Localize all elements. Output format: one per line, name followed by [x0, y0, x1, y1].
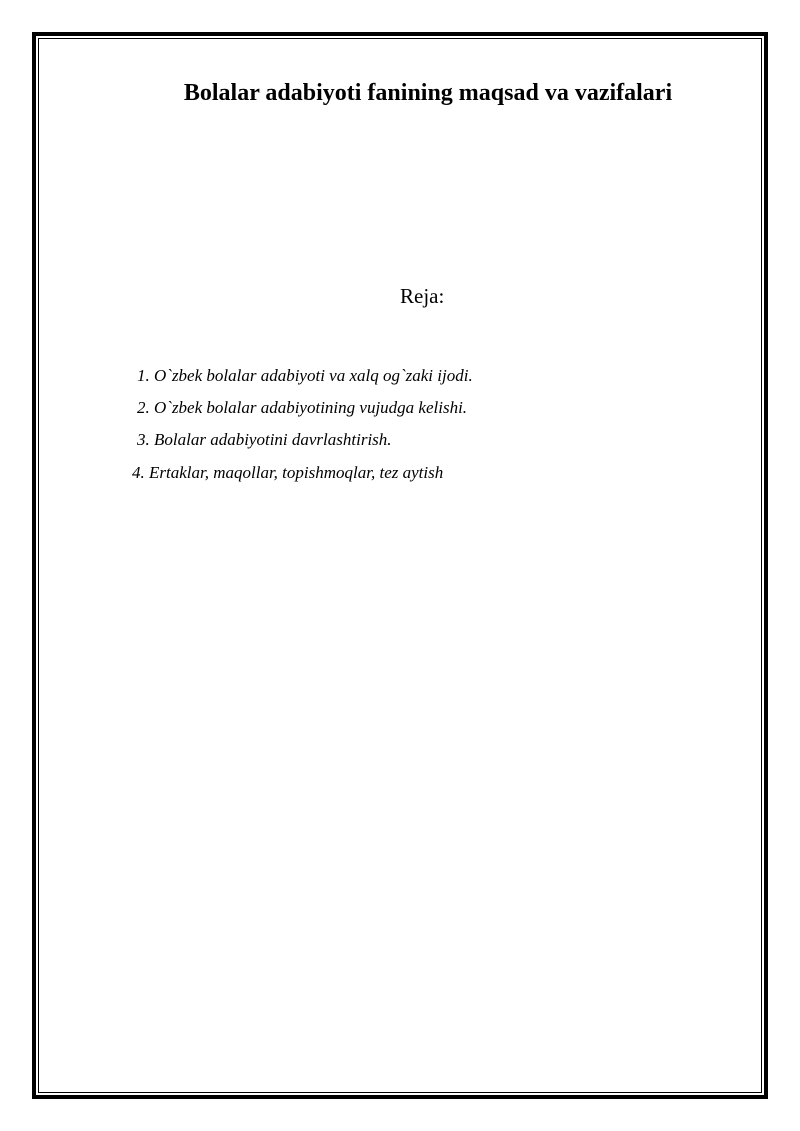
plan-item: 2. O`zbek bolalar adabiyotining vujudga kelishi. [137, 398, 468, 417]
plan-item: 1. O`zbek bolalar adabiyoti va xalq og`zaki ijodi. [137, 366, 473, 385]
plan-heading: Reja: [400, 284, 445, 308]
plan-item: 3. Bolalar adabiyotini davrlashtirish. [137, 430, 392, 449]
page-border-inner [38, 38, 762, 1093]
document-title: Bolalar adabiyoti fanining maqsad va vazifalari [183, 80, 673, 106]
plan-item: 4. Ertaklar, maqollar, topishmoqlar, tez aytish [132, 463, 444, 482]
